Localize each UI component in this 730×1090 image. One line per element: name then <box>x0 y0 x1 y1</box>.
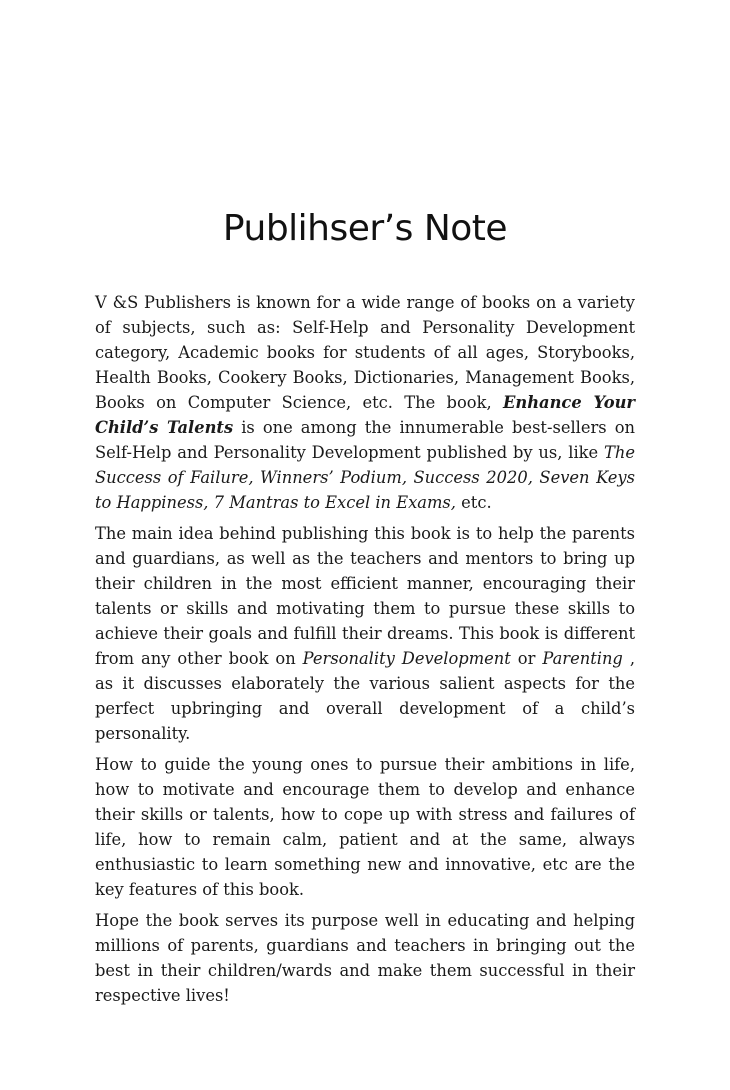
paragraph-2-text-c: , as it discusses elaborately the various salient aspects for the perfect upbringing and overall development of a child’s personality. <box>95 649 635 743</box>
example-titles: The Success of Failure, Winners’ Podium, Success 2020, Seven Keys to Happiness, 7 Mantras to Excel in Exams, <box>95 443 635 512</box>
paragraph-1-text-c: etc. <box>455 493 492 512</box>
body-text <box>95 290 635 1014</box>
page-title: Publihser’s Note <box>222 208 508 249</box>
term-personality-development: Personality Development <box>302 649 511 668</box>
paragraph-2 <box>95 521 635 746</box>
paragraph-4: Hope the book serves its purpose well in educating and helping millions of parents, guardians and teachers in bringing out the best in their children/wards and make them successful in their respective lives! <box>95 911 635 1005</box>
paragraph-2-text-a: The main idea behind publishing this book is to help the parents and guardians, as well as the teachers and mentors to bring up their children in the most efficient manner, encouraging their talents or skills and motivating them to pursue these skills to achieve their goals and fulfill their dreams. This book is different from any other book on <box>95 524 635 668</box>
term-parenting: Parenting <box>542 649 623 668</box>
book-title: Enhance Your Child’s Talents <box>95 393 635 437</box>
paragraph-1-text-a: V &S Publishers is known for a wide range of books on a variety of subjects, such as: Self-Help and Personality Development category, Academic books for students of all ages, Storybooks, Health Books, Cookery Books, Dictionaries, Management Books, Books on Computer Science, etc. The book, <box>95 293 635 412</box>
paragraph-3: How to guide the young ones to pursue their ambitions in life, how to motivate and encourage them to develop and enhance their skills or talents, how to cope up with stress and failures of life, how to remain calm, patient and at the same, always enthusiastic to learn something new and innovative, etc are the key features of this book. <box>95 755 635 899</box>
paragraph-1 <box>95 290 635 515</box>
paragraph-1-text-b: is one among the innumerable best-sellers on Self-Help and Personality Development published by us, like <box>95 418 635 462</box>
paragraph-2-text-b: or <box>510 649 543 668</box>
